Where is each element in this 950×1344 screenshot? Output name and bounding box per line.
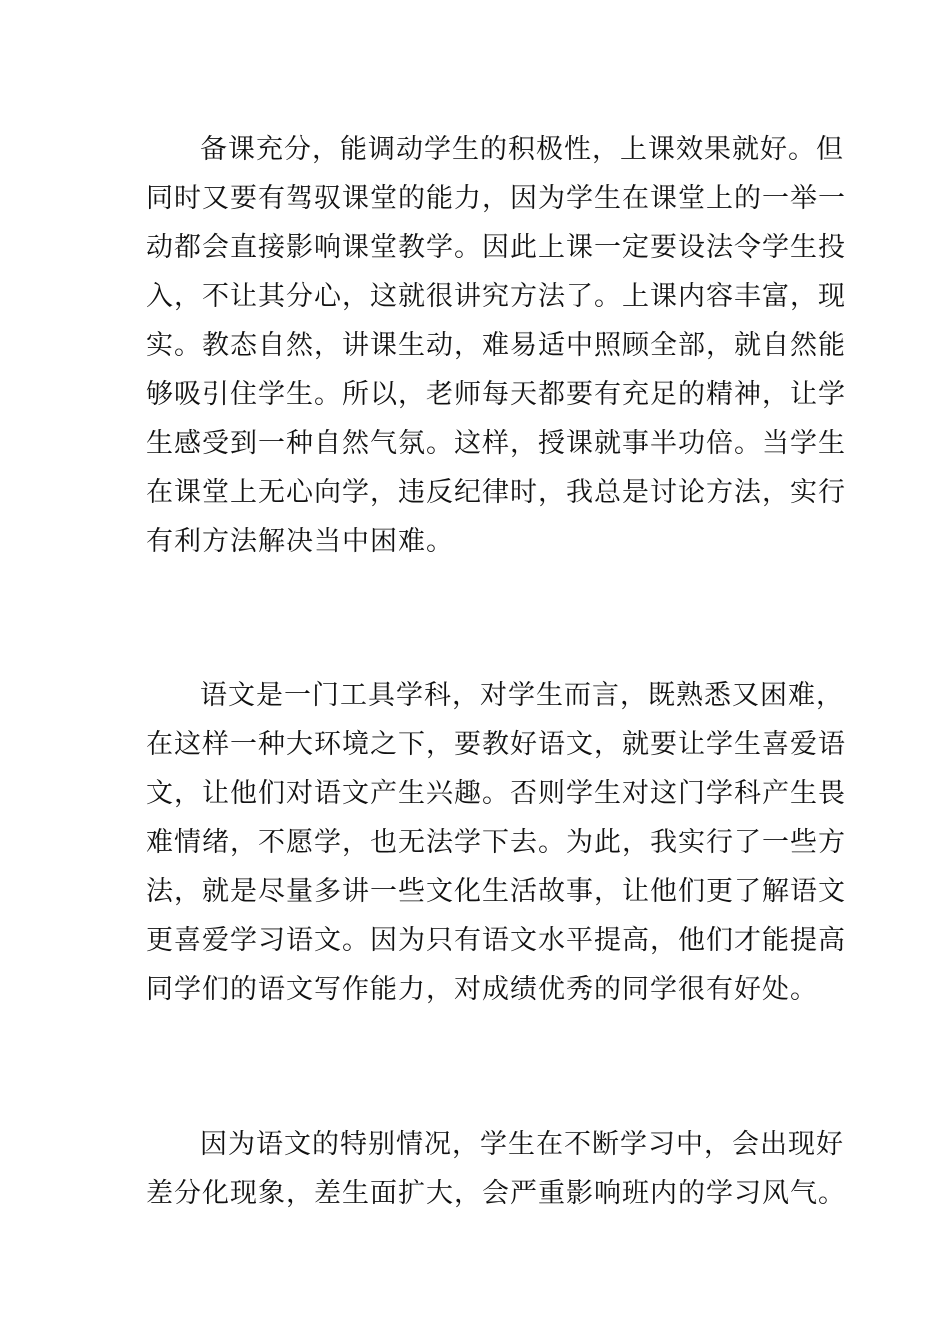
paragraph-line: 实。教态自然，讲课生动，难易适中照顾全部，就自然能 (146, 330, 846, 361)
paragraph-line: 难情绪，不愿学，也无法学下去。为此，我实行了一些方 (146, 827, 846, 858)
paragraph-line: 同学们的语文写作能力，对成绩优秀的同学很有好处。 (146, 974, 818, 1005)
paragraph-line: 同时又要有驾驭课堂的能力，因为学生在课堂上的一举一 (146, 183, 846, 214)
paragraph-line: 够吸引住学生。所以，老师每天都要有充足的精神，让学 (146, 379, 846, 410)
paragraph-line: 有利方法解决当中困难。 (146, 526, 454, 557)
paragraph-line: 文，让他们对语文产生兴趣。否则学生对这门学科产生畏 (146, 778, 846, 809)
paragraph-line: 因为语文的特别情况，学生在不断学习中，会出现好 (200, 1129, 844, 1160)
paragraph-line: 法，就是尽量多讲一些文化生活故事，让他们更了解语文 (146, 876, 846, 907)
paragraph-line: 更喜爱学习语文。因为只有语文水平提高，他们才能提高 (146, 925, 846, 956)
paragraph-line: 生感受到一种自然气氛。这样，授课就事半功倍。当学生 (146, 428, 846, 459)
paragraph-line: 在这样一种大环境之下，要教好语文，就要让学生喜爱语 (146, 729, 846, 760)
paragraph-line: 动都会直接影响课堂教学。因此上课一定要设法令学生投 (146, 232, 846, 263)
paragraph-line: 在课堂上无心向学，违反纪律时，我总是讨论方法，实行 (146, 477, 846, 508)
paragraph-line: 入，不让其分心，这就很讲究方法了。上课内容丰富，现 (146, 281, 846, 312)
paragraph-line: 语文是一门工具学科，对学生而言，既熟悉又困难， (200, 680, 844, 711)
paragraph-line: 差分化现象，差生面扩大，会严重影响班内的学习风气。 (146, 1178, 846, 1209)
paragraph-line: 备课充分，能调动学生的积极性，上课效果就好。但 (200, 134, 844, 165)
